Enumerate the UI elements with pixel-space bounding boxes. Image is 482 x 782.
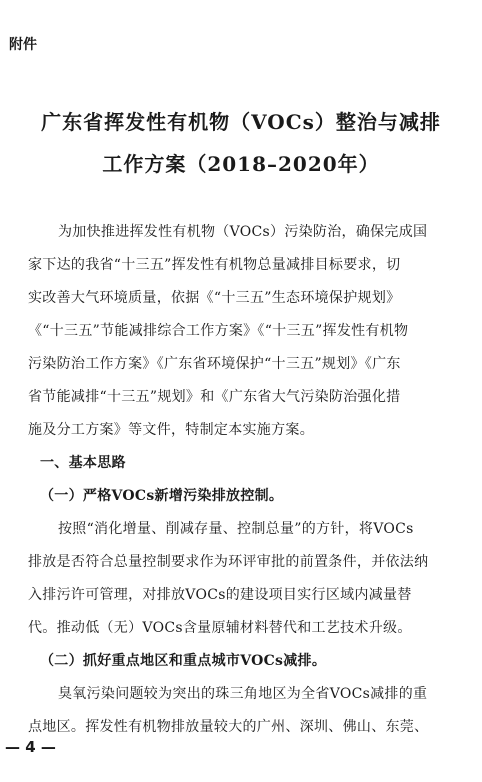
- paragraph-line: 代。推动低（无）VOCs含量原辅材料替代和工艺技术升级。: [28, 620, 412, 636]
- document-title-line-2: 工作方案（2018–2020年）: [102, 152, 380, 176]
- document-title-line-1: 广东省挥发性有机物（VOCs）整治与减排: [41, 110, 441, 134]
- subsection-heading: （二）抓好重点地区和重点城市VOCs减排。: [40, 653, 327, 669]
- paragraph-line: 施及分工方案》等文件，特制定本实施方案。: [28, 422, 314, 438]
- paragraph-line: 入排污许可管理，对排放VOCs的建设项目实行区域内减量替: [28, 587, 412, 603]
- paragraph-line: 省节能减排“十三五”规划》和《广东省大气污染防治强化措: [28, 389, 401, 405]
- section-heading: 一、基本思路: [40, 455, 126, 471]
- paragraph-line: 排放是否符合总量控制要求作为环评审批的前置条件，并依法纳: [28, 554, 429, 570]
- paragraph-line: 污染防治工作方案》《广东省环境保护“十三五”规划》《广东: [28, 356, 401, 372]
- paragraph-line: 为加快推进挥发性有机物（VOCs）污染防治，确保完成国: [58, 224, 428, 240]
- paragraph-line: 点地区。挥发性有机物排放量较大的广州、深圳、佛山、东莞、: [28, 719, 429, 735]
- paragraph-line: 按照“消化增量、削减存量、控制总量”的方针，将VOCs: [58, 521, 414, 537]
- paragraph-line: 《“十三五”节能减排综合工作方案》《“十三五”挥发性有机物: [28, 323, 409, 339]
- paragraph-line: 实改善大气环境质量，依据《“十三五”生态环境保护规划》: [28, 290, 401, 306]
- paragraph-line: 家下达的我省“十三五”挥发性有机物总量减排目标要求，切: [28, 257, 401, 273]
- attachment-label: 附件: [9, 37, 37, 53]
- subsection-heading: （一）严格VOCs新增污染排放控制。: [40, 488, 284, 504]
- paragraph-line: 臭氧污染问题较为突出的珠三角地区为全省VOCs减排的重: [58, 686, 428, 702]
- page-number: — 4 —: [5, 738, 56, 756]
